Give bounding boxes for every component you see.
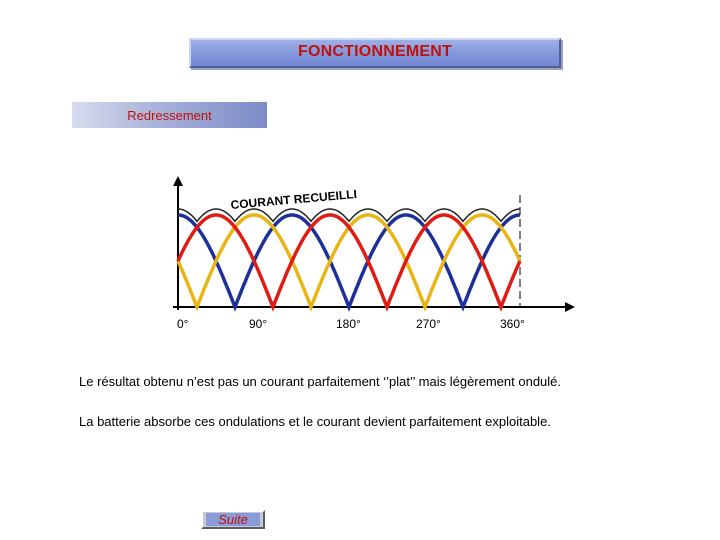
page-title: FONCTIONNEMENT xyxy=(298,43,452,60)
x-axis-arrow xyxy=(565,302,575,312)
next-button-label: Suite xyxy=(206,513,260,526)
description-line-1: Le résultat obtenu n’est pas un courant parfaitement ‘’plat’’ mais légèrement ondulé. xyxy=(79,374,562,389)
tick-label: 0° xyxy=(177,317,189,331)
subtitle-banner xyxy=(72,102,267,128)
description-line-2: La batterie absorbe ces ondulations et le courant devient parfaitement exploitable. xyxy=(79,414,551,429)
section-subtitle: Redressement xyxy=(127,108,212,123)
tick-label: 270° xyxy=(416,317,441,331)
y-axis-arrow xyxy=(173,176,183,186)
next-button[interactable] xyxy=(201,510,265,529)
title-banner xyxy=(189,38,561,68)
tick-label: 90° xyxy=(249,317,268,331)
tick-label: 180° xyxy=(336,317,361,331)
tick-label: 360° xyxy=(500,317,525,331)
rectified-current-diagram xyxy=(165,170,585,340)
handwritten-label: COURANT RECUEILLI xyxy=(230,187,358,212)
